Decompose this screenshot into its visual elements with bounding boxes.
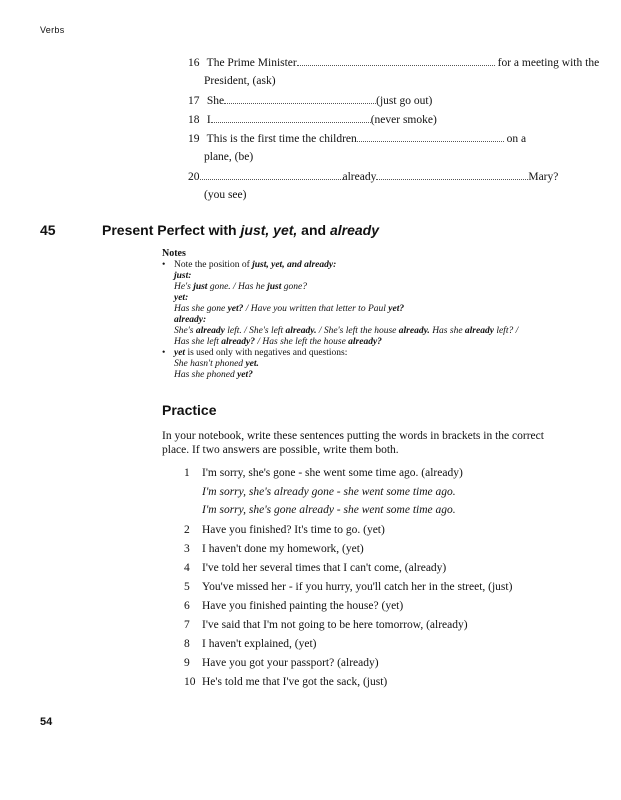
note-bullet-2: • yet is used only with negatives and questions: [162,348,348,358]
note-example-yet-neg: She hasn't phoned yet. [174,359,259,369]
exercise-item-16-cont: President, (ask) [204,75,276,87]
notes-box [162,248,572,381]
exercise-item-16: 16 The Prime Minister for a meeting with the [188,57,600,69]
note-example-just: He's just gone. / Has he just gone? [174,282,307,292]
notes-heading: Notes [162,248,186,259]
note-label-yet: yet: [174,293,189,303]
bullet-icon: • [162,348,166,358]
exercise-item-19-cont: plane, (be) [204,151,254,163]
practice-item-8: 8 I haven't explained, (yet) [184,638,317,650]
exercise-item-20-cont: (you see) [204,189,247,201]
practice-item-2: 2 Have you finished? It's time to go. (yet) [184,524,385,536]
section-heading: 45 Present Perfect with just, yet, and already [40,222,380,238]
practice-item-10: 10 He's told me that I've got the sack, (just) [184,676,388,688]
example-answer-1: I'm sorry, she's already gone - she went some time ago. [202,486,456,498]
practice-instruction: In your notebook, write these sentences putting the words in brackets in the correct place. If two answers are possible, write them both. [162,430,544,456]
section-number: 45 [40,222,56,238]
note-example-yet-q: Has she phoned yet? [174,370,253,380]
example-answer-2: I'm sorry, she's gone already - she went some time ago. [202,504,456,516]
note-bullet-1: • Note the position of just, yet, and already: [162,260,337,270]
practice-item-7: 7 I've said that I'm not going to be here tomorrow, (already) [184,619,468,631]
note-label-just: just: [174,271,192,281]
running-header: Verbs [40,25,65,35]
page-number: 54 [40,716,53,728]
practice-item-4: 4 I've told her several times that I can't come, (already) [184,562,447,574]
note-example-yet: Has she gone yet? / Have you written that letter to Paul yet? [174,304,405,314]
practice-item-9: 9 Have you got your passport? (already) [184,657,379,669]
bullet-icon: • [162,260,166,270]
exercise-item-19: 19 This is the first time the children on a [188,133,527,145]
note-example-already-1: She's already left. / She's left already. / She's left the house already. Has she already left? / [174,326,519,336]
practice-item-3: 3 I haven't done my homework, (yet) [184,543,364,555]
practice-item-6: 6 Have you finished painting the house? (yet) [184,600,404,612]
practice-example: 1 I'm sorry, she's gone - she went some time ago. (already) [184,467,463,479]
exercise-item-20: 20 already Mary? [188,171,559,183]
note-label-already: already: [174,315,207,325]
practice-heading: Practice [162,402,217,418]
practice-item-5: 5 You've missed her - if you hurry, you'll catch her in the street, (just) [184,581,513,593]
exercise-item-17: 17 She (just go out) [188,95,433,107]
note-example-already-2: Has she left already? / Has she left the house already? [174,337,382,347]
exercise-item-18: 18 I (never smoke) [188,114,437,126]
